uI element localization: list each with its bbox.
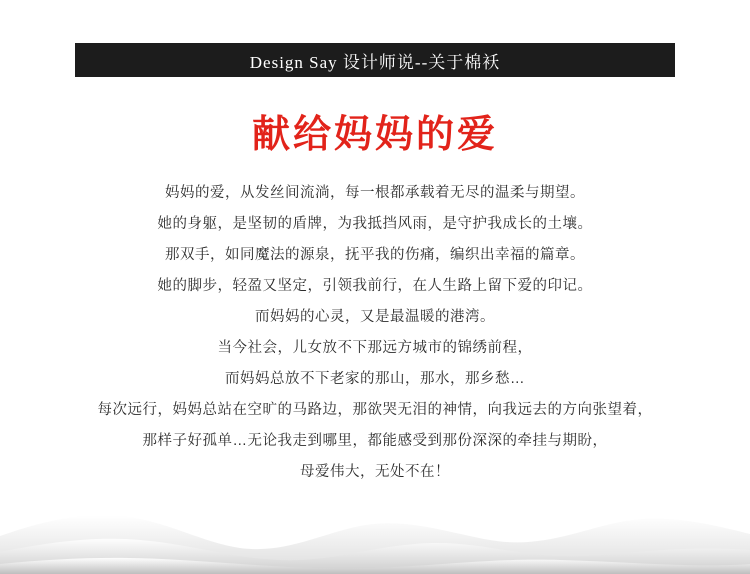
poem-line: 当今社会，儿女放不下那远方城市的锦绣前程， xyxy=(217,340,533,356)
poem-line: 母爱伟大，无处不在！ xyxy=(300,464,450,480)
poem-line: 她的脚步，轻盈又坚定，引领我前行，在人生路上留下爱的印记。 xyxy=(157,278,593,294)
poem-body xyxy=(0,178,750,488)
header-banner xyxy=(75,43,675,77)
poem-line: 每次远行，妈妈总站在空旷的马路边，那欲哭无泪的神情，向我远去的方向张望着， xyxy=(97,402,653,418)
poem-line: 那双手，如同魔法的源泉，抚平我的伤痛，编织出幸福的篇章。 xyxy=(165,247,585,263)
page-title: 献给妈妈的爱 xyxy=(251,114,498,156)
header-banner-text: Design Say 设计师说--关于棉袄 xyxy=(249,52,501,72)
poem-line: 她的身躯，是坚韧的盾牌，为我抵挡风雨，是守护我成长的土壤。 xyxy=(157,216,593,232)
poem-line: 那样子好孤单…无论我走到哪里，都能感受到那份深深的牵挂与期盼， xyxy=(142,433,608,449)
poem-line: 而妈妈总放不下老家的那山，那水，那乡愁… xyxy=(225,371,525,387)
poem-line: 妈妈的爱，从发丝间流淌，每一根都承载着无尽的温柔与期望。 xyxy=(165,185,585,201)
poem-line: 而妈妈的心灵，又是最温暖的港湾。 xyxy=(255,309,495,325)
